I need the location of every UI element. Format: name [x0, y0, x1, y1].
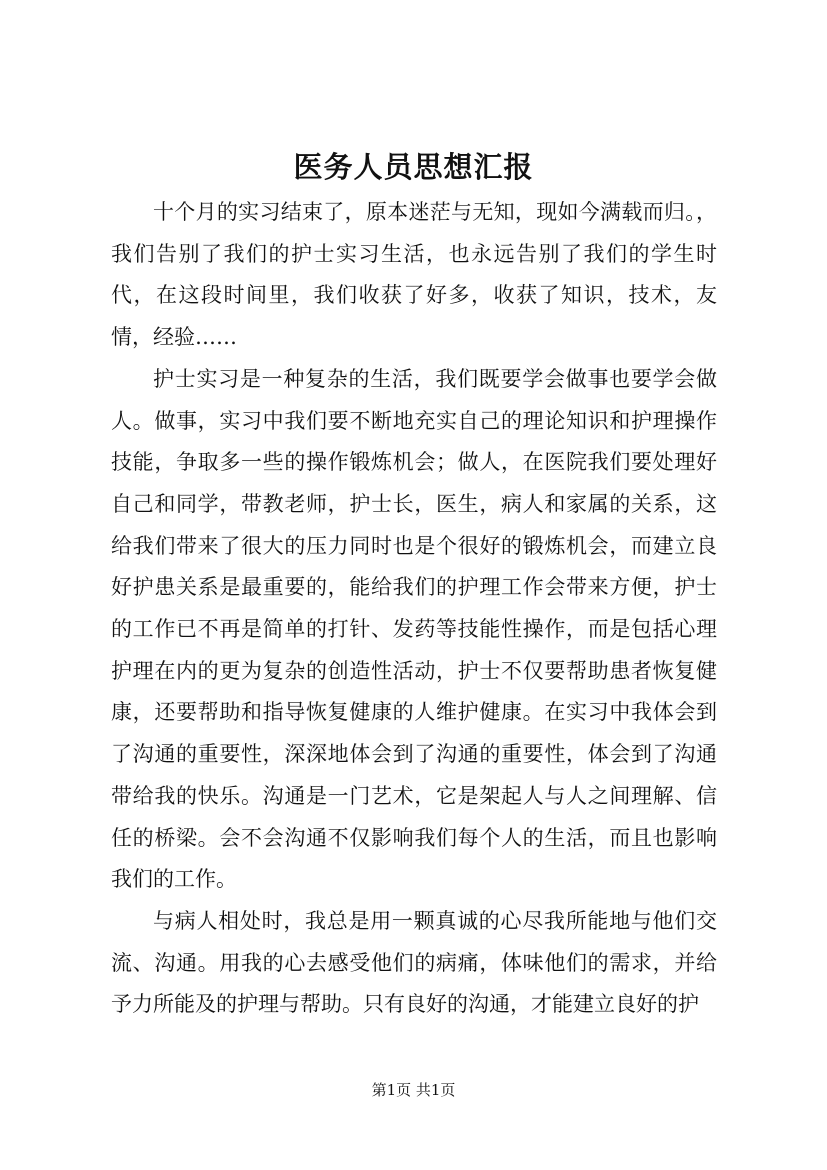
paragraph-1: 十个月的实习结束了，原本迷茫与无知，现如今满载而归。，我们告别了我们的护士实习生活，也永远告别了我们的学生时代，在这段时间里，我们收获了好多，收获了知识，技术，友情，经验……	[111, 200, 717, 350]
page-footer: 第1页 共1页	[371, 1081, 456, 1099]
document-title: 医务人员思想汇报	[293, 150, 534, 184]
paragraph-3: 与病人相处时，我总是用一颗真诚的心尽我所能地与他们交流、沟通。用我的心去感受他们的病痛，体味他们的需求，并给予力所能及的护理与帮助。只有良好的沟通，才能建立良好的护	[111, 908, 717, 1017]
document-body	[111, 192, 717, 1026]
paragraph-2: 护士实习是一种复杂的生活，我们既要学会做事也要学会做人。做事，实习中我们要不断地充实自己的理论知识和护理操作技能，争取多一些的操作锻炼机会；做人，在医院我们要处理好自己和同学，带教老师，护士长，医生，病人和家属的关系，这给我们带来了很大的压力同时也是个很好的锻炼机会，而建立良好护患关系是最重要的，能给我们的护理工作会带来方便，护士的工作已不再是简单的打针、发药等技能性操作，而是包括心理护理在内的更为复杂的创造性活动，护士不仅要帮助患者恢复健康，还要帮助和指导恢复健康的人维护健康。在实习中我体会到了沟通的重要性，深深地体会到了沟通的重要性，体会到了沟通带给我的快乐。沟通是一门艺术，它是架起人与人之间理解、信任的桥梁。会不会沟通不仅影响我们每个人的生活，而且也影响我们的工作。	[111, 366, 717, 892]
